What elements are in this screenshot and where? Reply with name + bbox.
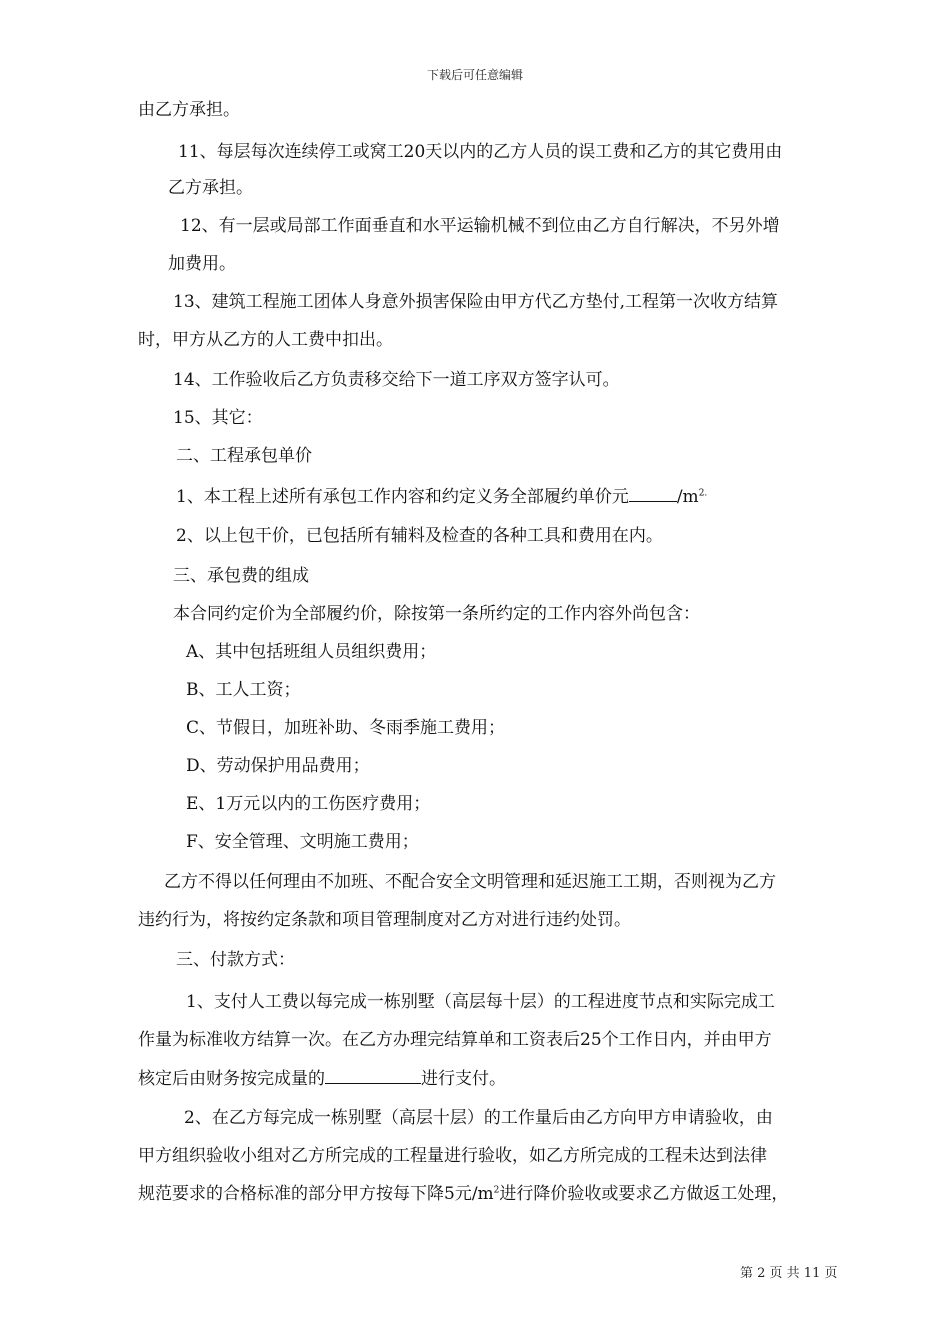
text-line: 11、每层每次连续停工或窝工20天以内的乙方人员的误工费和乙方的其它费用由 (178, 142, 783, 162)
list-item: E、1万元以内的工伤医疗费用； (186, 794, 431, 814)
text-line: 时，甲方从乙方的人工费中扣出。 (138, 330, 393, 350)
text-line: 违约行为，将按约定条款和项目管理制度对乙方对进行违约处罚。 (138, 910, 631, 930)
text-line: 乙方不得以任何理由不加班、不配合安全文明管理和延迟施工工期，否则视为乙方 (164, 872, 776, 892)
text-line: 加费用。 (168, 254, 236, 274)
section-heading: 三、付款方式： (176, 950, 295, 970)
page-header: 下载后可任意编辑 (426, 68, 523, 82)
text-line: 2、在乙方每完成一栋别墅（高层十层）的工作量后由乙方向甲方申请验收，由 (184, 1108, 773, 1128)
text-line: 本合同约定价为全部履约价，除按第一条所约定的工作内容外尚包含： (173, 604, 700, 624)
text-line: 15、其它： (173, 408, 263, 428)
text-line: 由乙方承担。 (138, 100, 240, 120)
page-footer: 第 2 页 共 11 页 (740, 1266, 838, 1281)
text-line: 规范要求的合格标准的部分甲方按每下降5元$/m^2$进行降价验收或要求乙方做返工处理， (138, 1184, 789, 1204)
list-item: A、其中包括班组人员组织费用； (186, 642, 437, 662)
text-line: 作量为标准收方结算一次。在乙方办理完结算单和工资表后25个工作日内，并由甲方 (138, 1030, 772, 1050)
text-line: 14、工作验收后乙方负责移交给下一道工序双方签字认可。 (173, 370, 620, 390)
section-heading: 二、工程承包单价 (176, 446, 312, 466)
text-line: 13、建筑工程施工团体人身意外损害保险由甲方代乙方垫付,工程第一次收方结算 (173, 292, 779, 312)
text-line: 乙方承担。 (168, 178, 253, 198)
list-item: F、安全管理、文明施工费用； (186, 832, 419, 852)
fill-in-blank[interactable] (325, 1067, 421, 1084)
list-item: C、节假日，加班补助、冬雨季施工费用； (186, 718, 506, 738)
fill-in-blank[interactable] (629, 485, 677, 502)
text-line: 1、支付人工费以每完成一栋别墅（高层每十层）的工程进度节点和实际完成工 (186, 992, 775, 1012)
text-line-payment: 核定后由财务按完成量的 进行支付。 (138, 1069, 506, 1089)
text-line-unit-price: 1、本工程上述所有承包工作内容和约定义务全部履约单价元 $/m^{2.}$ (176, 487, 708, 507)
section-heading: 三、承包费的组成 (173, 566, 309, 586)
text-line: 12、有一层或局部工作面垂直和水平运输机械不到位由乙方自行解决，不另外增 (180, 216, 780, 236)
list-item: B、工人工资； (186, 680, 301, 700)
text-line: 2、以上包干价，已包括所有辅料及检查的各种工具和费用在内。 (176, 526, 663, 546)
text-line: 甲方组织验收小组对乙方所完成的工程量进行验收，如乙方所完成的工程未达到法律 (138, 1146, 767, 1166)
list-item: D、劳动保护用品费用； (186, 756, 370, 776)
